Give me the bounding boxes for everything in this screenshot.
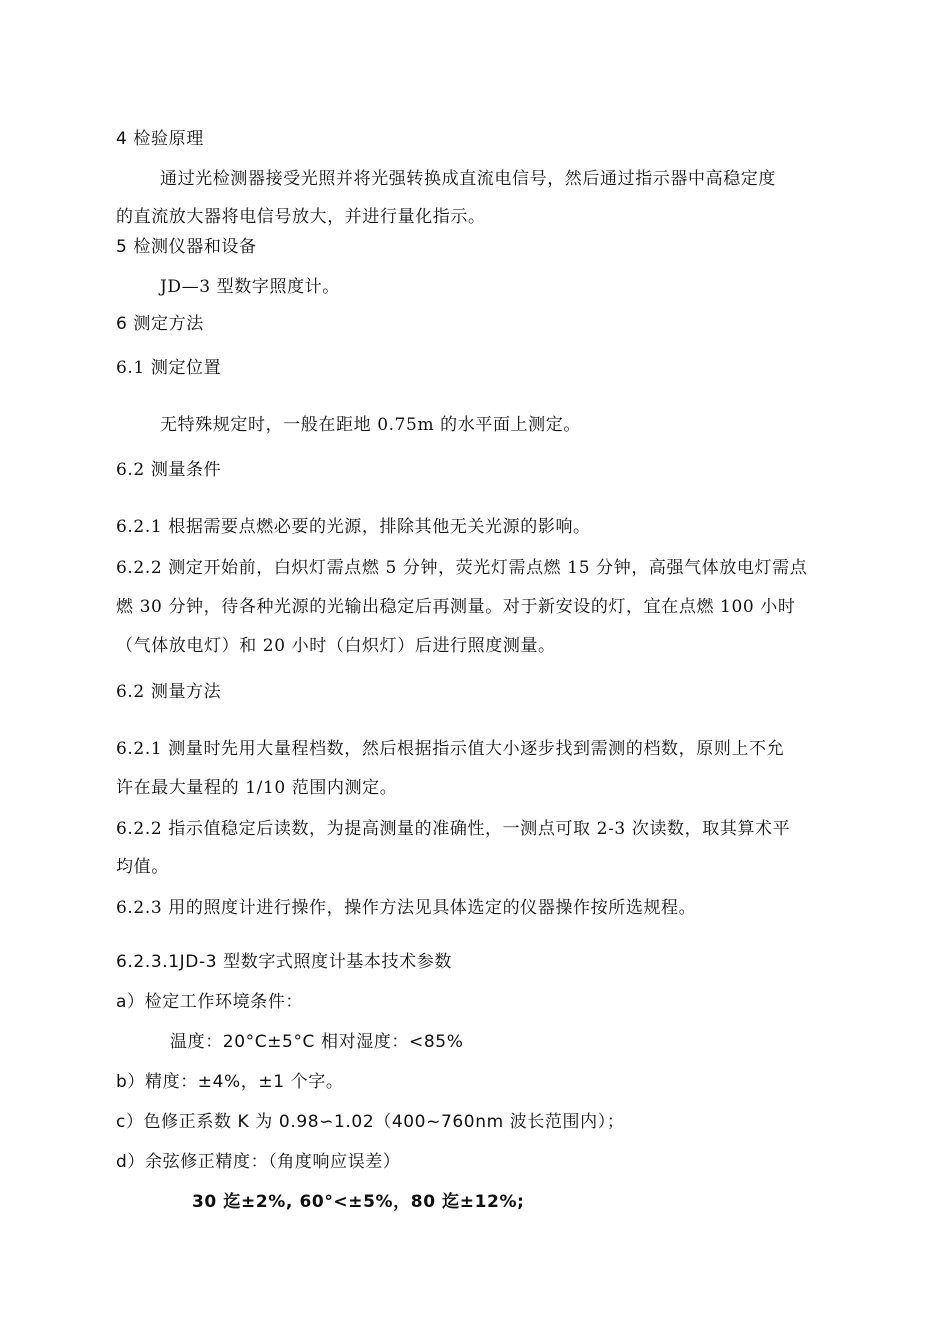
list-item: d）余弦修正精度：（角度响应误差） [116, 1152, 401, 1172]
section-5-heading: 5 检测仪器和设备 [116, 237, 257, 257]
list-item: 6.2.1 根据需要点燃必要的光源，排除其他无关光源的影响。 [116, 517, 591, 537]
paragraph-line: （气体放电灯）和 20 小时（白炽灯）后进行照度测量。 [116, 636, 556, 656]
list-item: 6.2.1 测量时先用大量程档数，然后根据指示值大小逐步找到需测的档数，原则上不允 [116, 739, 785, 759]
list-item: 6.2.3 用的照度计进行操作，操作方法见具体选定的仪器操作按所选规程。 [116, 898, 697, 918]
list-item: 6.2.2 指示值稳定后读数，为提高测量的准确性，一测点可取 2-3 次读数，取其算术平 [116, 819, 791, 839]
paragraph-line: 30 迄±2%, 60°<±5%，80 迄±12%; [192, 1192, 525, 1212]
subsection-6-2-heading: 6.2 测量条件 [116, 460, 222, 480]
subsection-6-1-heading: 6.1 测定位置 [116, 358, 222, 378]
list-item: b）精度：±4%，±1 个字。 [116, 1072, 344, 1092]
list-item: c）色修正系数 K 为 0.98∽1.02（400~760nm 波长范围内）； [116, 1112, 625, 1132]
list-item: 6.2.2 测定开始前，白炽灯需点燃 5 分钟，荧光灯需点燃 15 分钟，高强气体放电灯需点 [116, 558, 808, 578]
paragraph-line: 燃 30 分钟，待各种光源的光输出稳定后再测量。对于新安设的灯，宜在点燃 100 小时 [116, 597, 796, 617]
paragraph-line: 均值。 [116, 857, 169, 877]
paragraph-line: JD—3 型数字照度计。 [160, 277, 340, 297]
paragraph-line: 通过光检测器接受光照并将光强转换成直流电信号，然后通过指示器中高稳定度 [160, 169, 776, 189]
section-4-heading: 4 检验原理 [116, 129, 204, 149]
subsection-6-2-3-1-heading: 6.2.3.1JD-3 型数字式照度计基本技术参数 [116, 952, 452, 972]
list-item: a）检定工作环境条件： [116, 992, 304, 1012]
paragraph-line: 温度：20°C±5°C 相对湿度：<85% [170, 1032, 464, 1052]
paragraph-line: 许在最大量程的 1/10 范围内测定。 [116, 778, 398, 798]
paragraph-line: 无特殊规定时，一般在距地 0.75m 的水平面上测定。 [160, 415, 581, 435]
subsection-6-2-method-heading: 6.2 测量方法 [116, 682, 222, 702]
paragraph-line: 的直流放大器将电信号放大，并进行量化指示。 [116, 207, 486, 227]
section-6-heading: 6 测定方法 [116, 314, 204, 334]
